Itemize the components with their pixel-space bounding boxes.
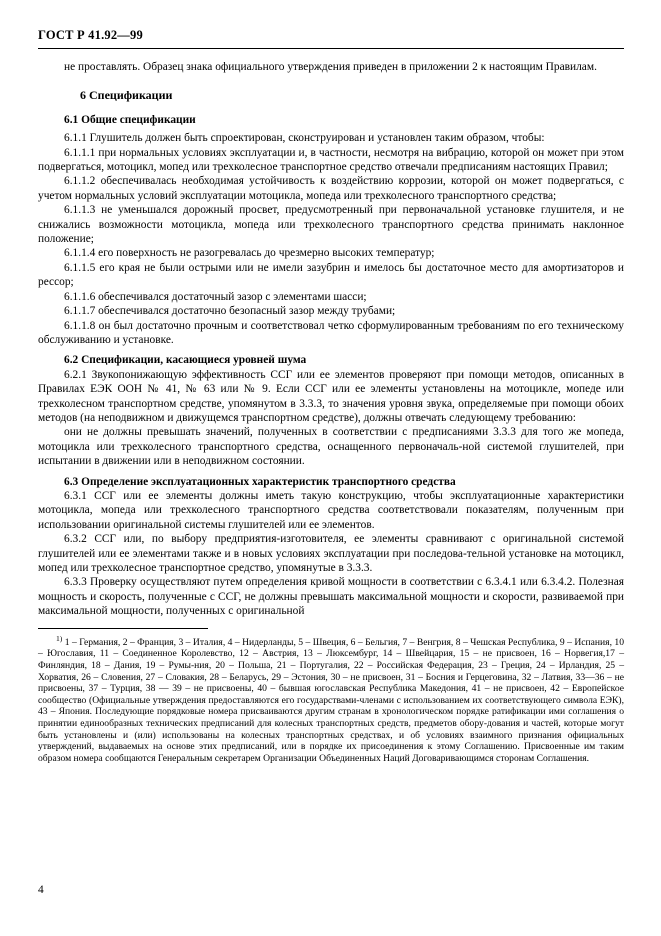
paragraph-6-1-1: 6.1.1 Глушитель должен быть спроектирован, сконструирован и установлен таким образом, чтобы: — [64, 132, 545, 145]
header-divider-rule — [38, 48, 624, 49]
footnote-text: 1 – Германия, 2 – Франция, 3 – Италия, 4 – Нидерланды, 5 – Швеция, 6 – Бельгия, 7 – Венгрия, 8 – Чешская Республика, 9 – Испания, 10 – Югославия, 11 – Соединенное Королевство, 12 – Австрия, 13 – Люксембург, 14 – Швейцария, 15 – не присвоен, 16 – Норвегия,17 – Финляндия, 18 – Дания, 19 – Румы-ния, 20 – Польша, 21 – Португалия, 22 – Российская Федерация, 23 – Греция, 24 – Ирландия, 25 – Хорватия, 26 – Словения, 27 – Словакия, 28 – Беларусь, 29 – Эстония, 30 – не присвоен, 31 – Босния и Герцеговина, 32 – Латвия, 33—36 – не присвоены, 37 – Турция, 38 — 39 – не присвоены, 40 – бывшая югославская Республика Македония, 41 – не присвоен, 42 – Европейское сообщество (Официальные утверждения предоставляются его государствами-членами с использованием их соответствующего символа ЕЭК), 43 – Япония. Последующие порядковые номера присваиваются другим странам в хронологическом порядке ратификации ими соглашения о принятии единообразных технических предписаний для колесных транспортных средств, предметов обору-дования и частей, которые могут быть установлены и (или) использованы на колесных транспортных средствах, и об условиях взаимного признания официальных утверждений, выдаваемых на основе этих предписаний, или в порядке их присоединения к этому Соглашению. Присвоенные им таким образом номера сообщаются Генеральным секретарем Организации Объединенных Наций Договаривающимся сторонам Соглашения. — [38, 636, 624, 764]
paragraph-6-1-1-5: 6.1.1.5 его края не были острыми или не имели зазубрин и имелось бы достаточное место для амортизаторов и рессор; — [38, 261, 624, 289]
page-number: 4 — [38, 884, 44, 896]
paragraph-6-3-3: 6.3.3 Проверку осуществляют путем определения кривой мощности в соответствии с 6.3.4.1 или 6.3.4.2. Полезная мощность и скорость, полученные с ССГ, не должны превышать максимальной мощности и скорости, развиваемой при максимальной мощности, полученных с оригинальной — [38, 576, 624, 618]
paragraph-6-3-2: 6.3.2 ССГ или, по выбору предприятия-изготовителя, ее элементы сравнивают с оригинальной системой глушителей или ее элементами также и в новых условиях эксплуатации при последова-тельной установке на мотоцикл, мопед или трехколесное транспортное средство, упомянутые в 3.3.3. — [38, 533, 624, 574]
paragraph-6-1-1-2: 6.1.1.2 обеспечивалась необходимая устойчивость к воздействию коррозии, которой он может подвергаться, с учетом нормальных условий эксплуатации мотоцикла, мопеда или трехколесного транспортного средства; — [38, 175, 624, 202]
footnote-marker: 1) — [56, 633, 63, 643]
footnote-block — [38, 633, 624, 765]
paragraph-6-2-1-a: они не должны превышать значений, полученных в соответствии с предписаниями 3.3.3 для того же мопеда, мотоцикла или трехколесного транспортного средства, оснащенного первоначаль-ной системой глушителей, при испытании в движении или в неподвижном состоянии. — [38, 426, 624, 468]
heading-section-6-1: 6.1 Общие спецификации — [64, 113, 196, 126]
footnote-paragraph — [38, 633, 624, 765]
paragraph-6-1-1-8: 6.1.1.8 он был достаточно прочным и соответствовал четко сформулированным требованиям по его техническому обслуживанию и установке. — [38, 319, 624, 346]
paragraph-6-1-1-7: 6.1.1.7 обеспечивался достаточно безопасный зазор между трубами; — [64, 305, 396, 318]
paragraph-6-3-1: 6.3.1 ССГ или ее элементы должны иметь такую конструкцию, чтобы эксплуатационные характеристики мотоцикла, мопеда или трехколесного транспортного средства соответствовали показателям, полученным при использовании оригинальной системы глушителей или ее элементов. — [38, 489, 624, 531]
page-content — [38, 60, 624, 764]
heading-section-6-2: 6.2 Спецификации, касающиеся уровней шума — [64, 354, 307, 367]
paragraph-6-1-1-1: 6.1.1.1 при нормальных условиях эксплуатации и, в частности, несмотря на вибрацию, которой он может при этом подвергаться, мотоцикл, мопед или трехколесное транспортное средство отвечали предписаниям настоящих Правил; — [38, 146, 624, 174]
paragraph-intro: не проставлять. Образец знака официального утверждения приведен в приложении 2 к настоящим Правилам. — [64, 61, 597, 73]
heading-section-6-3: 6.3 Определение эксплуатационных характеристик транспортного средства — [64, 475, 456, 488]
paragraph-6-2-1: 6.2.1 Звукопонижающую эффективность ССГ или ее элементов проверяют при помощи методов, описанных в Правилах ЕЭК ООН № 41, № 63 или № 9. Если ССГ или ее элементы установлены на мотоцикле, мопеде или трехколесном транспортном средстве, упомянутом в 3.3.3, то значения уровня звука, определяемые при помощи обоих методов (на неподвижном и движущемся транспортном средстве), должны отвечать следующему требованию: — [38, 368, 624, 424]
footnote-divider-rule — [38, 628, 208, 629]
heading-section-6: 6 Спецификации — [80, 88, 173, 103]
page-header-standard-ref: ГОСТ Р 41.92—99 — [38, 28, 143, 42]
paragraph-6-1-1-6: 6.1.1.6 обеспечивался достаточный зазор с элементами шасси; — [64, 290, 367, 303]
paragraph-6-1-1-4: 6.1.1.4 его поверхность не разогревалась до чрезмерно высоких температур; — [64, 247, 435, 260]
paragraph-6-1-1-3: 6.1.1.3 не уменьшался дорожный просвет, предусмотренный при первоначальной установке глушителя, и не снижались возможности мотоцикла, мопеда или трехколесного транспортного средства принимать наклонное положение; — [38, 204, 624, 246]
